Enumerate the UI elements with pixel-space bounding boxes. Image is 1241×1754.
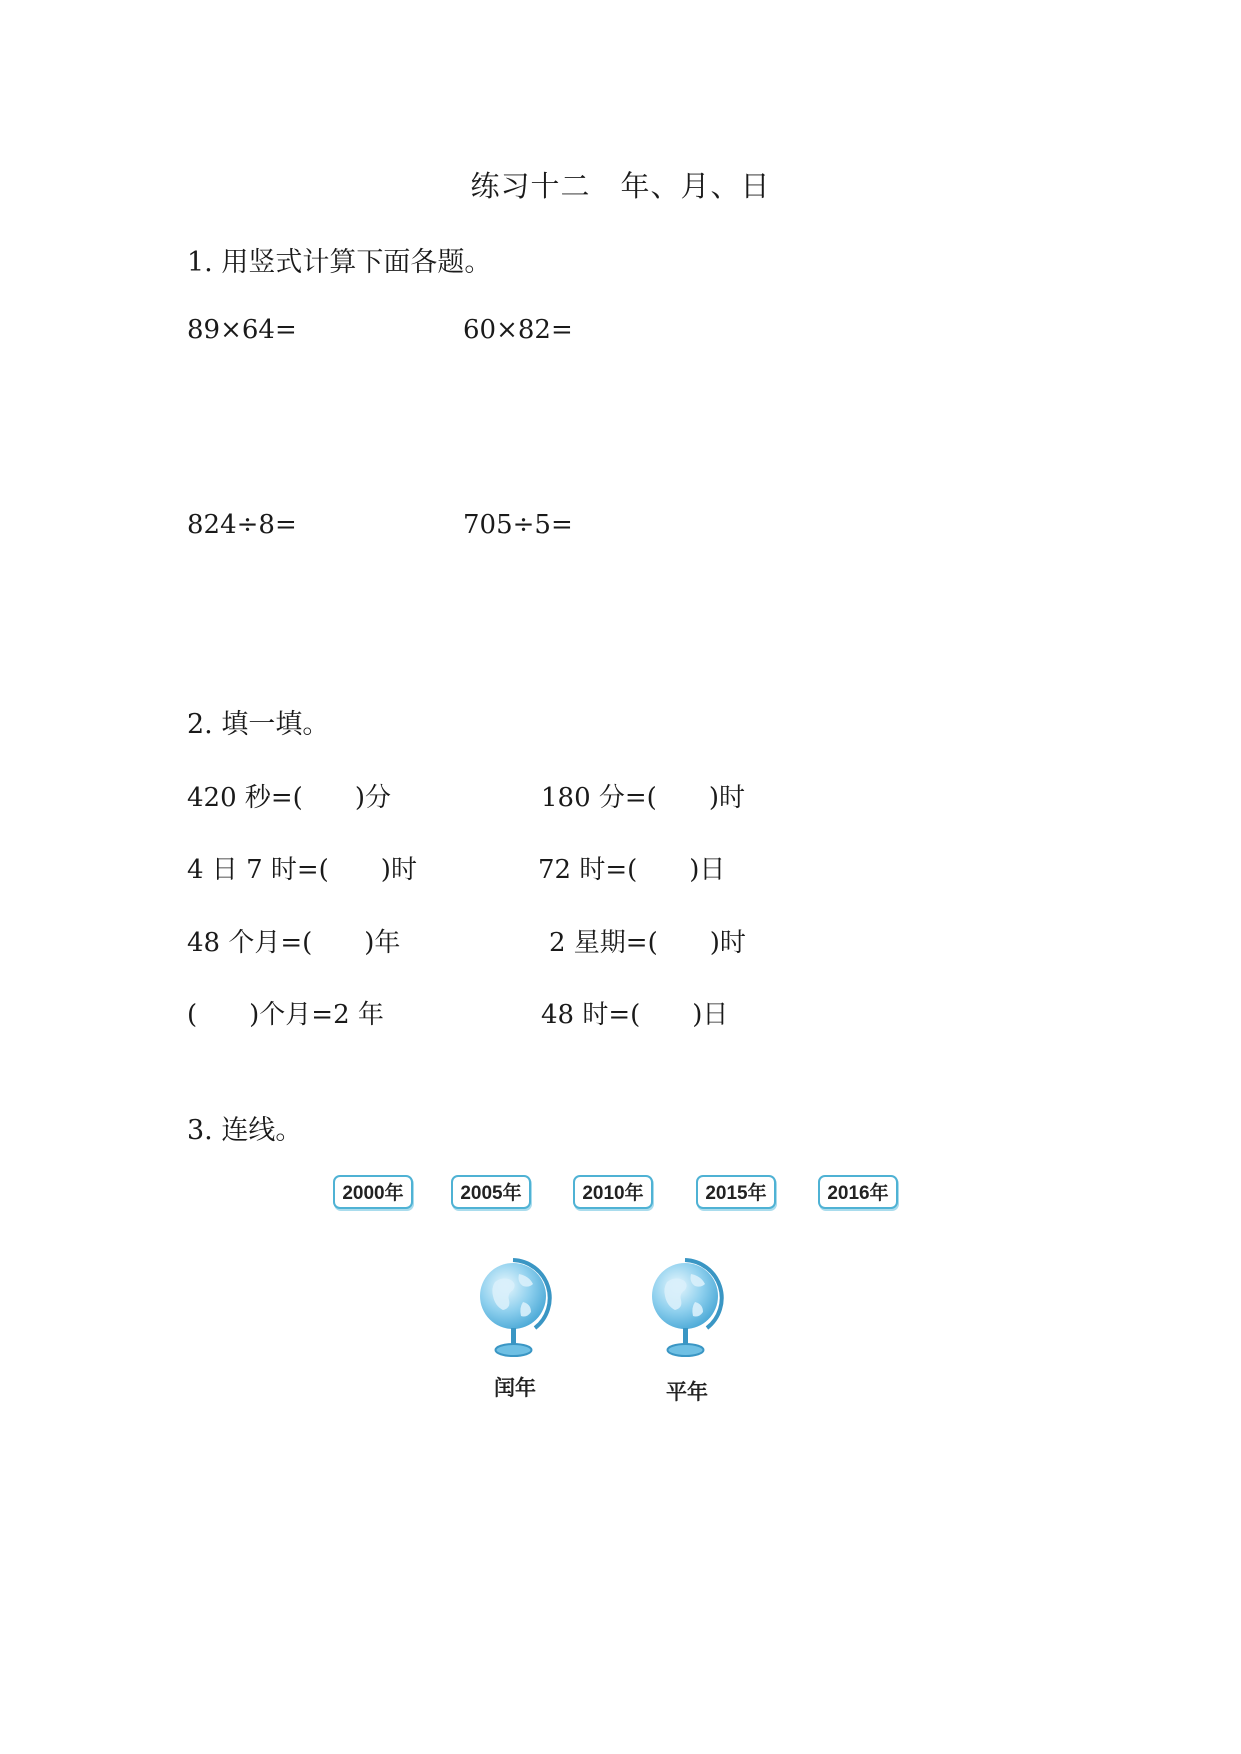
fill-item-3: 4 日 7 时=( )时 <box>187 855 417 885</box>
fill-item-5: 48 个月=( )年 <box>187 928 401 958</box>
page-title: 练习十二 年、月、日 <box>470 169 771 203</box>
globe-label-leap-year: 闰年 <box>494 1377 536 1400</box>
problem-4: 705÷5= <box>463 510 573 540</box>
year-box-2005[interactable]: 2005年 <box>451 1175 531 1209</box>
section-1-heading: 1. 用竖式计算下面各题。 <box>187 247 492 278</box>
globe-label-common-year: 平年 <box>666 1381 708 1404</box>
fill-item-7: ( )个月=2 年 <box>187 1000 384 1030</box>
year-box-2010[interactable]: 2010年 <box>573 1175 653 1209</box>
fill-item-4: 72 时=( )日 <box>538 855 726 885</box>
fill-item-1: 420 秒=( )分 <box>187 783 391 813</box>
globe-icon <box>465 1252 565 1372</box>
year-box-2000[interactable]: 2000年 <box>333 1175 413 1209</box>
fill-item-8: 48 时=( )日 <box>541 1000 729 1030</box>
fill-item-6: 2 星期=( )时 <box>549 928 746 958</box>
problem-2: 60×82= <box>463 315 573 345</box>
problem-1: 89×64= <box>187 315 297 345</box>
problem-3: 824÷8= <box>187 510 297 540</box>
section-3-heading: 3. 连线。 <box>187 1115 303 1146</box>
year-box-2016[interactable]: 2016年 <box>818 1175 898 1209</box>
globe-icon <box>637 1252 737 1372</box>
year-box-2015[interactable]: 2015年 <box>696 1175 776 1209</box>
section-2-heading: 2. 填一填。 <box>187 709 330 740</box>
globe-common-year[interactable] <box>637 1252 737 1412</box>
fill-item-2: 180 分=( )时 <box>541 783 745 813</box>
globe-leap-year[interactable] <box>465 1252 565 1412</box>
